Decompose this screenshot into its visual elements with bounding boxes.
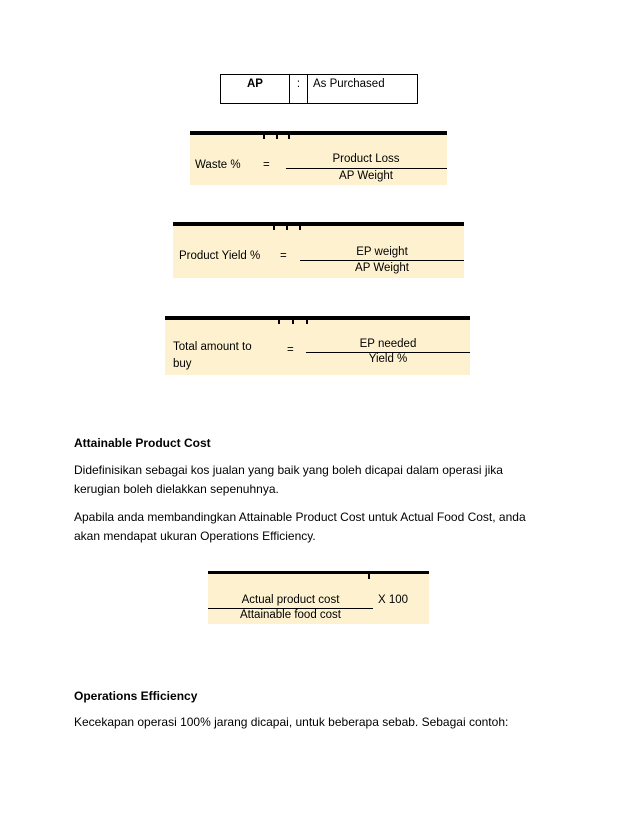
ap-abbr: AP — [221, 75, 290, 103]
yield-fraction-line — [300, 260, 464, 261]
buy-numerator: EP needed — [359, 338, 417, 350]
attainable-para2-line1: Apabila anda membandingkan Attainable Product Cost untuk Actual Food Cost, anda — [74, 510, 526, 524]
attainable-para2-line2: akan mendapat ukuran Operations Efficiency. — [74, 529, 316, 543]
waste-numerator: Product Loss — [332, 153, 400, 165]
waste-fraction-line — [286, 168, 447, 169]
efficiency-multiplier: X 100 — [378, 594, 409, 606]
efficiency-formula-box — [208, 571, 429, 624]
buy-formula-box — [165, 316, 470, 375]
attainable-para1-line2: kerugian boleh dielakkan sepenuhnya. — [74, 482, 279, 496]
attainable-heading: Attainable Product Cost — [74, 436, 211, 450]
waste-formula-box — [190, 131, 447, 185]
buy-equals: = — [287, 344, 294, 356]
yield-numerator: EP weight — [356, 246, 408, 258]
waste-label: Waste % — [195, 159, 241, 171]
ap-definition-table — [220, 74, 418, 104]
ap-separator: : — [290, 75, 308, 103]
attainable-para1-line1: Didefinisikan sebagai kos jualan yang baik yang boleh dicapai dalam operasi jika — [74, 463, 503, 477]
buy-label-line2: buy — [173, 358, 192, 370]
waste-denominator: AP Weight — [339, 170, 393, 182]
yield-formula-box — [173, 222, 464, 278]
ap-meaning: As Purchased — [313, 78, 385, 90]
efficiency-numerator: Actual product cost — [241, 594, 340, 606]
yield-equals: = — [280, 250, 287, 262]
yield-denominator: AP Weight — [355, 262, 409, 274]
efficiency-denominator: Attainable food cost — [239, 609, 341, 621]
buy-denominator: Yield % — [368, 353, 408, 365]
operations-para: Kecekapan operasi 100% jarang dicapai, untuk beberapa sebab. Sebagai contoh: — [74, 715, 509, 729]
operations-heading: Operations Efficiency — [74, 689, 198, 703]
waste-equals: = — [263, 159, 270, 171]
yield-label: Product Yield % — [179, 250, 261, 262]
buy-label-line1: Total amount to — [173, 341, 252, 353]
